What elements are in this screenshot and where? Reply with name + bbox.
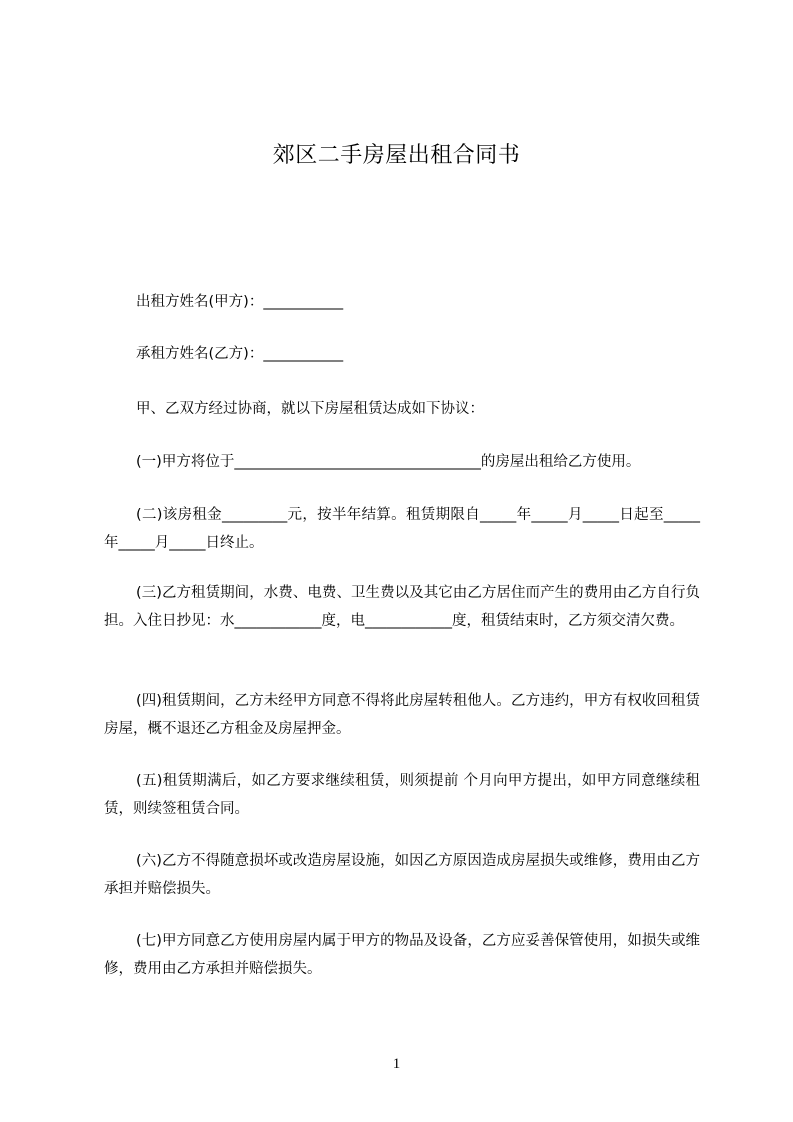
document-title: 郊区二手房屋出租合同书	[272, 143, 521, 168]
lessee-line: 承租方姓名(乙方)：___________	[136, 346, 344, 362]
clause-7: (七)甲方同意乙方使用房屋内属于甲方的物品及设备，乙方应妥善保管使用，如损失或维修，费用由乙方承担并赔偿损失。	[104, 933, 700, 977]
intro-line: 甲、乙双方经过协商，就以下房屋租赁达成如下协议：	[136, 401, 484, 417]
clause-1: (一)甲方将位于__________________________________的房屋出租给乙方使用。	[136, 454, 641, 470]
clause-3: (三)乙方租赁期间，水费、电费、卫生费以及其它由乙方居住而产生的费用由乙方自行负担。入住日抄见：水____________度，电____________度，租赁结束时，乙方须交清欠费。	[104, 585, 700, 629]
clause-2: (二)该房租金_________元，按半年结算。租赁期限自_____年_____月_____日起至_____年_____月_____日终止。	[104, 507, 700, 551]
clause-4: (四)租赁期间，乙方未经甲方同意不得将此房屋转租他人。乙方违约，甲方有权收回租赁房屋，概不退还乙方租金及房屋押金。	[104, 693, 700, 737]
page-number: 1	[392, 1056, 401, 1072]
clause-5: (五)租赁期满后，如乙方要求继续租赁，则须提前 个月向甲方提出，如甲方同意继续租赁，则续签租赁合同。	[104, 773, 700, 817]
clause-6: (六)乙方不得随意损坏或改造房屋设施，如因乙方原因造成房屋损失或维修，费用由乙方承担并赔偿损失。	[104, 853, 700, 897]
lessor-line: 出租方姓名(甲方)：___________	[136, 294, 344, 310]
